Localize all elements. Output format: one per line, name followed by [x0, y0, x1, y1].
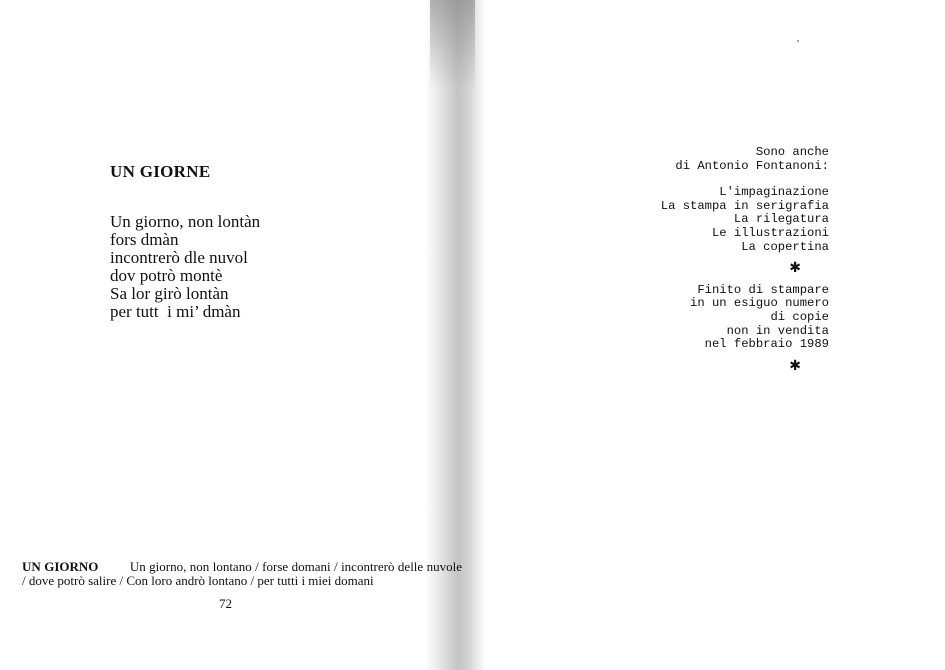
works-item: La rilegatura [733, 212, 829, 227]
author-block [509, 146, 829, 173]
author-line: di Antonio Fontanoni: [675, 158, 829, 173]
poem-line: per tutt i mi’ dmàn [110, 302, 241, 321]
poem-line: dov potrò montè [110, 266, 223, 285]
page-number: 72 [219, 596, 232, 611]
poem-line: Un giorno, non lontàn [110, 212, 261, 231]
poem-title: UN GIORNE [110, 162, 211, 181]
translation-text: Un giorno, non lontano / forse domani / incontrerò delle nuvole / dove potrò salire / Con loro andrò lontano / per tutti i miei domani [22, 559, 462, 588]
works-item: L'impaginazione [719, 185, 829, 200]
print-line: Finito di stampare [697, 282, 829, 297]
works-list [509, 186, 829, 254]
works-item: La copertina [741, 239, 829, 254]
works-item: Le illustrazioni [711, 225, 829, 240]
poem-line: incontrerò dle nuvol [110, 248, 248, 267]
print-info [509, 284, 829, 352]
print-line: di copie [770, 309, 829, 324]
poem-body [110, 213, 260, 321]
translation-footnote [22, 560, 462, 588]
asterisk-separator-icon: ✱ [789, 357, 801, 374]
translation-title: UN GIORNO [22, 559, 99, 574]
poem-line: Sa lor girò lontàn [110, 284, 229, 303]
poem-line: fors dmàn [110, 230, 179, 249]
print-line: in un esiguo numero [690, 296, 829, 311]
gutter-top-shadow [430, 0, 475, 90]
print-line: non in vendita [726, 323, 829, 338]
asterisk-separator-icon: ✱ [789, 260, 801, 277]
works-item: La stampa in serigrafia [660, 198, 829, 213]
author-line: Sono anche [755, 145, 829, 159]
print-line: nel febbraio 1989 [704, 337, 829, 352]
scan-speck [797, 40, 799, 42]
colophon [509, 146, 829, 381]
